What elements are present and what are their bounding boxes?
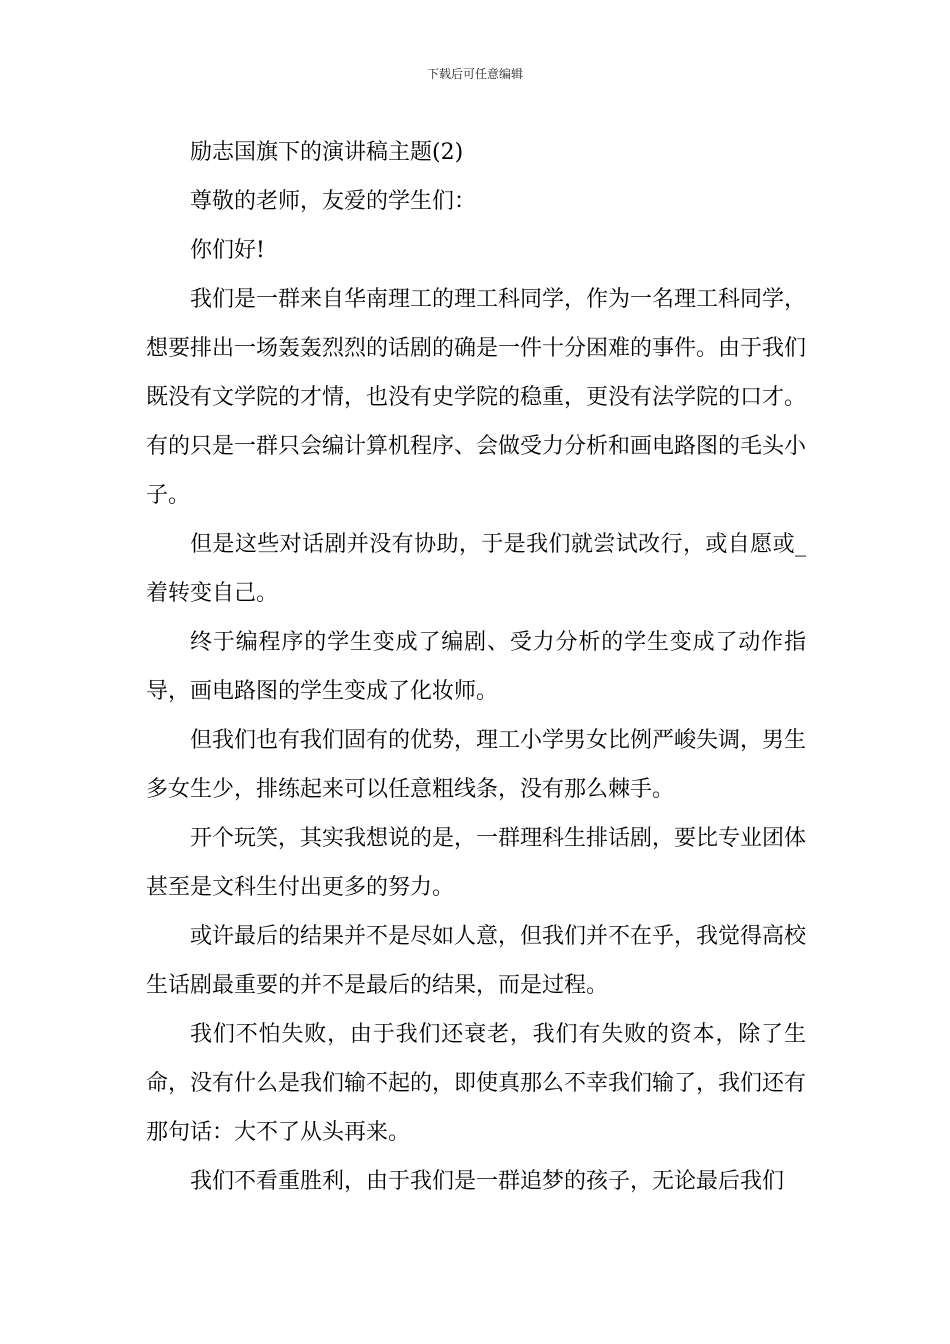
paragraph: 或许最后的结果并不是尽如人意，但我们并不在乎，我觉得高校生话剧最重要的并不是最后的结果，而是过程。 <box>146 924 807 998</box>
paragraph: 我们不怕失败，由于我们还衰老，我们有失败的资本，除了生命，没有什么是我们输不起的，即使真那么不幸我们输了，我们还有那句话：大不了从头再来。 <box>146 1022 807 1145</box>
paragraph: 但我们也有我们固有的优势，理工小学男女比例严峻失调，男生多女生少，排练起来可以任意粗线条，没有那么棘手。 <box>146 728 807 802</box>
salutation: 尊敬的老师，友爱的学生们： <box>190 189 477 214</box>
document-title: 励志国旗下的演讲稿主题(2) <box>190 140 464 165</box>
paragraph: 终于编程序的学生变成了编剧、受力分析的学生变成了动作指导，画电路图的学生变成了化妆师。 <box>146 630 806 704</box>
paragraph: 我们不看重胜利，由于我们是一群追梦的孩子，无论最后我们 <box>190 1169 785 1194</box>
document-body <box>146 128 806 1206</box>
paragraph: 开个玩笑，其实我想说的是，一群理科生排话剧，要比专业团体甚至是文科生付出更多的努力。 <box>146 826 807 900</box>
paragraph: 我们是一群来自华南理工的理工科同学，作为一名理工科同学，想要排出一场轰轰烈烈的话剧的确是一件十分困难的事件。由于我们既没有文学院的才情，也没有史学院的稳重，更没有法学院的口才。有的只是一群只会编计算机程序、会做受力分析和画电路图的毛头小子。 <box>146 287 807 508</box>
page-header-note: 下载后可任意编辑 <box>426 67 523 81</box>
paragraph: 但是这些对话剧并没有协助，于是我们就尝试改行，或自愿或_着转变自己。 <box>146 532 806 606</box>
greeting: 你们好! <box>190 238 265 263</box>
